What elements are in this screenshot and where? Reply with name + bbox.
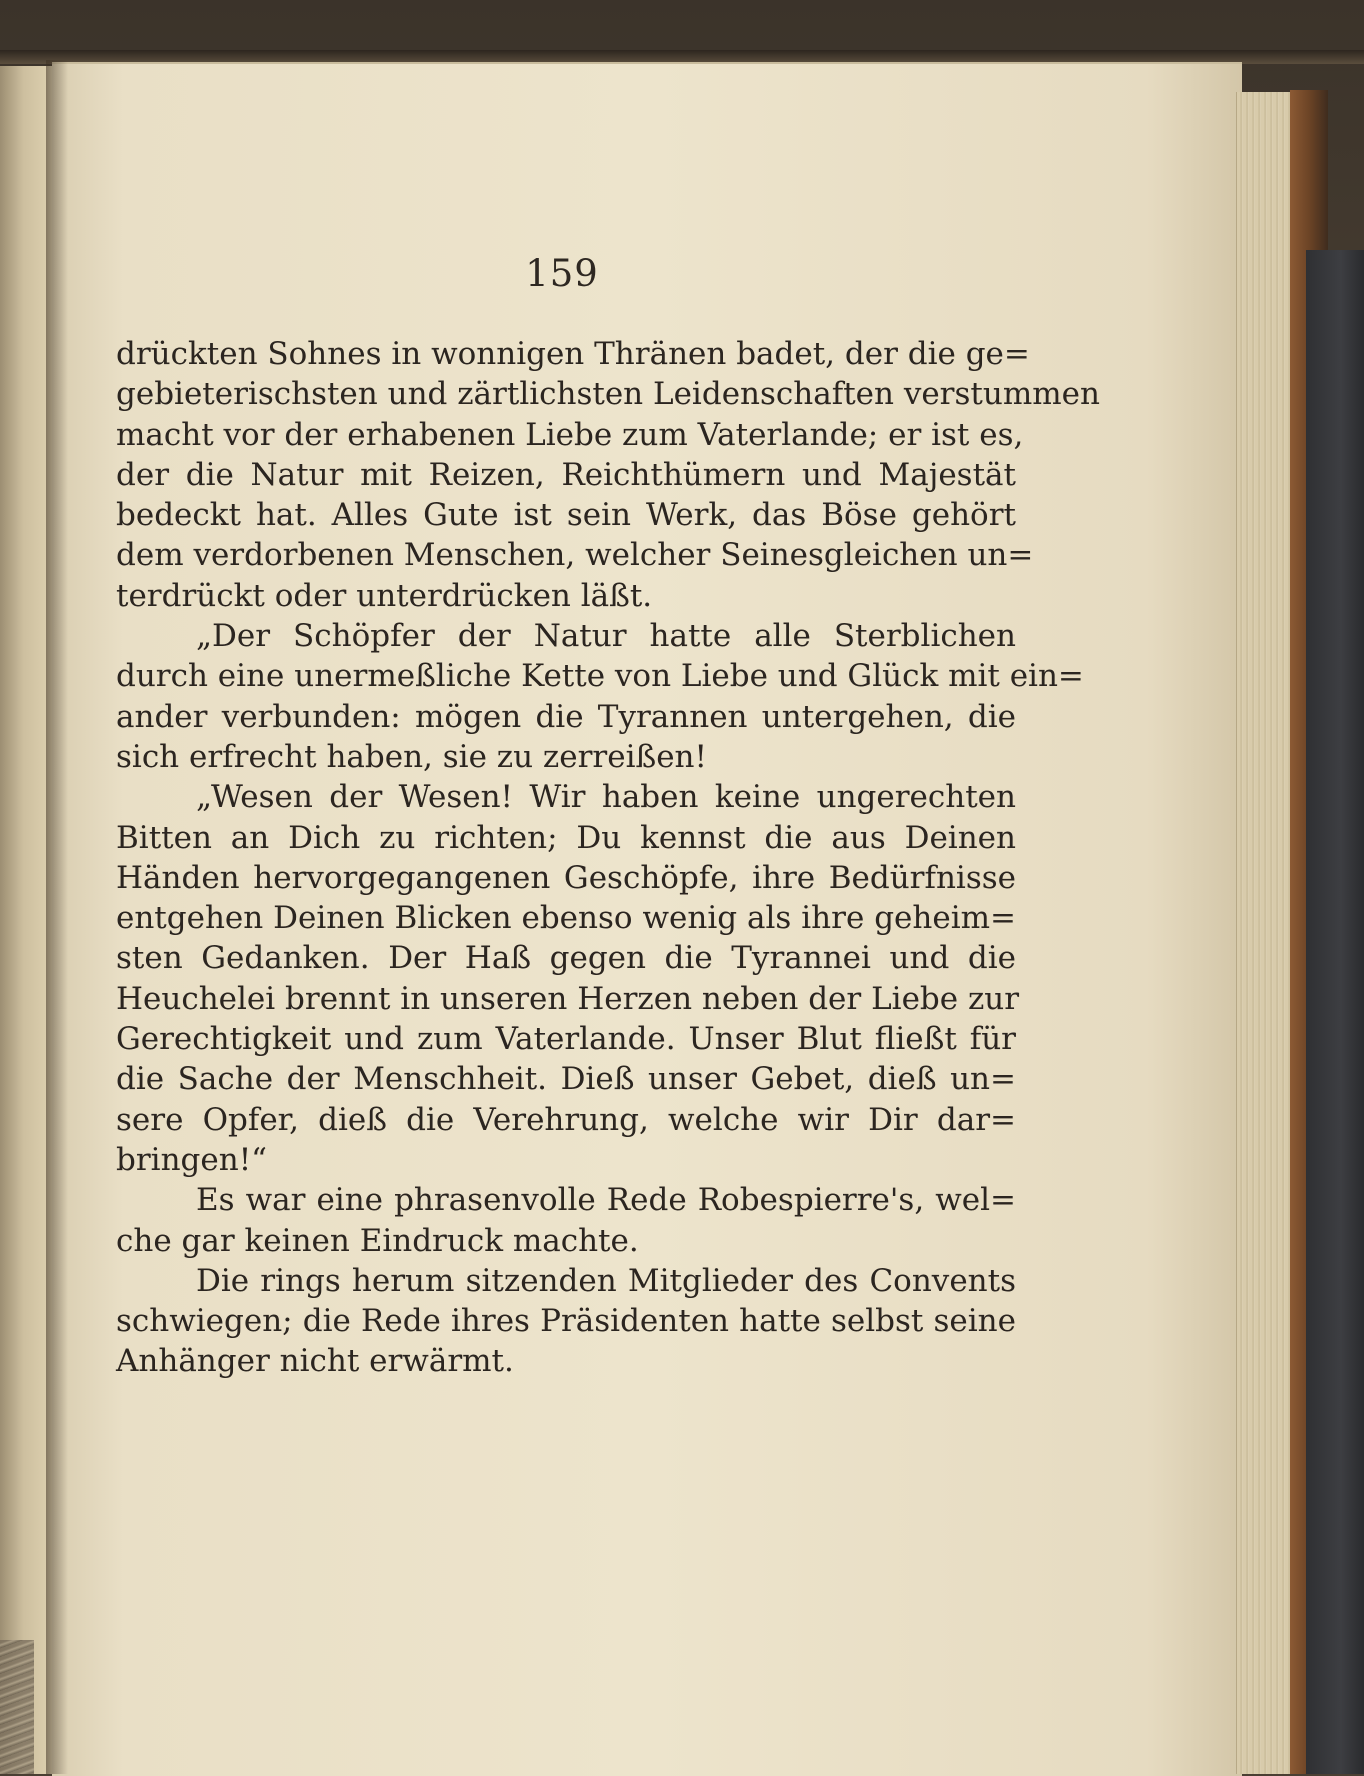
text-line: sich erfrecht haben, sie zu zerreißen! bbox=[116, 738, 707, 775]
text-line: schwiegen; die Rede ihres Präsidenten hatte selbst seine bbox=[116, 1303, 1016, 1340]
text-line: Händen hervorgegangenen Geschöpfe, ihre Bedürfnisse bbox=[116, 859, 1016, 896]
text-line: Anhänger nicht erwärmt. bbox=[116, 1343, 514, 1380]
text-line: „Der Schöpfer der Natur hatte alle Sterblichen bbox=[196, 618, 1016, 655]
text-line: bringen!“ bbox=[116, 1141, 268, 1178]
text-line: durch eine unermeßliche Kette von Liebe und Glück mit ein= bbox=[116, 658, 1084, 695]
text-line: drückten Sohnes in wonnigen Thränen badet, der die ge= bbox=[116, 336, 1030, 372]
text-line: ander verbunden: mögen die Tyrannen untergehen, die bbox=[116, 698, 1016, 735]
text-line: sere Opfer, dieß die Verehrung, welche wir Dir dar= bbox=[116, 1101, 1016, 1138]
text-line: Die rings herum sitzenden Mitglieder des Convents bbox=[196, 1262, 1016, 1299]
page-number: 159 bbox=[525, 252, 599, 295]
text-line: Es war eine phrasenvolle Rede Robespierre's, wel= bbox=[196, 1182, 1016, 1219]
text-line: Gerechtigkeit und zum Vaterlande. Unser Blut fließt für bbox=[116, 1021, 1016, 1058]
text-line: Bitten an Dich zu richten; Du kennst die aus Deinen bbox=[116, 819, 1016, 856]
text-line: dem verdorbenen Menschen, welcher Seinesgleichen un= bbox=[116, 537, 1034, 574]
text-line: die Sache der Menschheit. Dieß unser Gebet, dieß un= bbox=[116, 1061, 1016, 1098]
text-line: che gar keinen Eindruck machte. bbox=[116, 1222, 639, 1259]
text-line: Heuchelei brennt in unseren Herzen neben der Liebe zur bbox=[116, 980, 1020, 1017]
page-stack-edges bbox=[1236, 92, 1291, 1774]
text-line: terdrückt oder unterdrücken läßt. bbox=[116, 577, 653, 614]
text-line: macht vor der erhabenen Liebe zum Vaterlande; er ist es, bbox=[116, 416, 1024, 453]
text-line: der die Natur mit Reizen, Reichthümern und Majestät bbox=[116, 456, 1016, 493]
text-line: sten Gedanken. Der Haß gegen die Tyrannei und die bbox=[116, 940, 1016, 977]
text-line: „Wesen der Wesen! Wir haben keine ungerechten bbox=[196, 779, 1016, 816]
dark-cover-board bbox=[1306, 250, 1364, 1774]
spine-shadow bbox=[46, 60, 68, 1774]
text-line: gebieterischsten und zärtlichsten Leidenschaften verstummen bbox=[116, 376, 1100, 413]
body-text bbox=[116, 334, 1100, 1382]
text-line: entgehen Deinen Blicken ebenso wenig als ihre geheim= bbox=[116, 900, 1016, 937]
binding-thread bbox=[0, 1640, 34, 1774]
text-line: bedeckt hat. Alles Gute ist sein Werk, das Böse gehört bbox=[116, 497, 1016, 534]
